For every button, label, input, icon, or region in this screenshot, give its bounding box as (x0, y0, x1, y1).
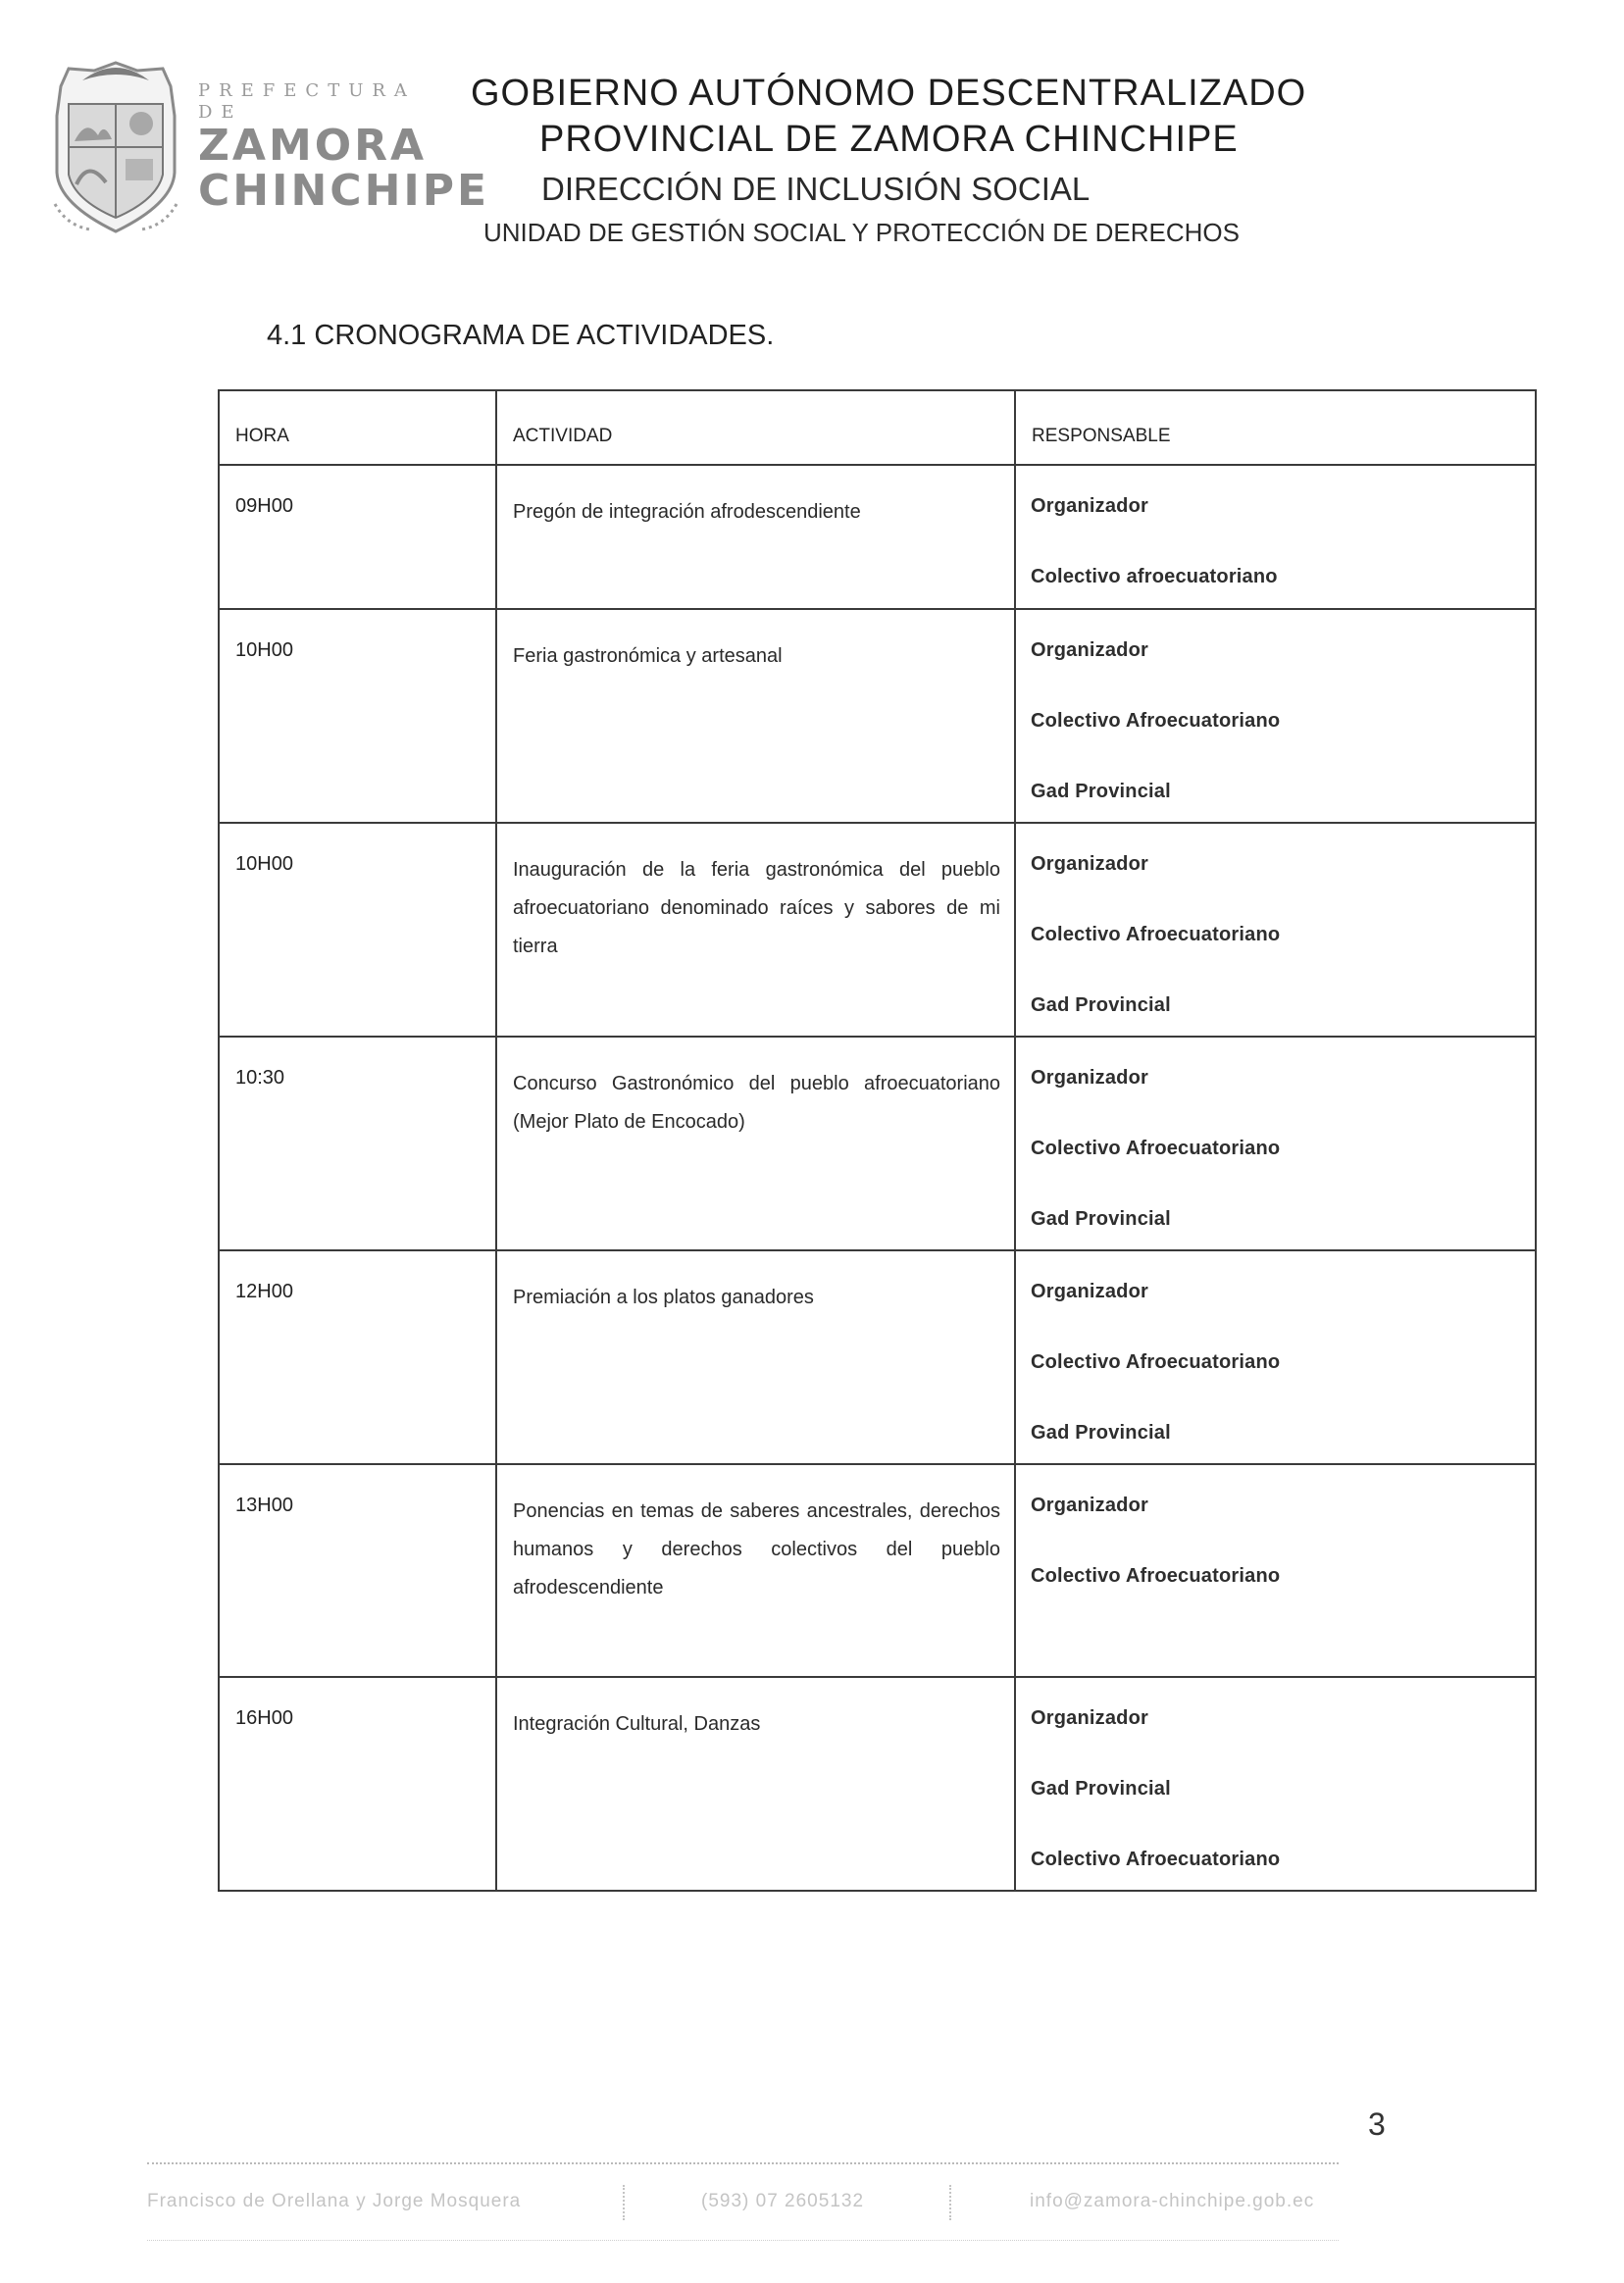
table-row (219, 1250, 1536, 1464)
cell-responsable (1015, 1464, 1536, 1677)
letterhead-line-3: DIRECCIÓN DE INCLUSIÓN SOCIAL (541, 171, 1091, 207)
responsable-item: Gad Provincial (1031, 1778, 1171, 1800)
responsable-item: Organizador (1031, 639, 1148, 661)
responsable-item: Colectivo Afroecuatoriano (1031, 1565, 1281, 1587)
header-actividad: ACTIVIDAD (496, 390, 1015, 465)
cell-actividad: Ponencias en temas de saberes ancestrales, derechos humanos y derechos colectivos del pueblo afrodescendiente (496, 1464, 1015, 1677)
footer-email: info@zamora-chinchipe.gob.ec (1030, 2191, 1315, 2211)
table-row (219, 1464, 1536, 1677)
cell-responsable (1015, 1037, 1536, 1250)
logo-prefix: PREFECTURA DE (198, 80, 416, 123)
cell-actividad: Feria gastronómica y artesanal (496, 609, 1015, 823)
responsable-item: Organizador (1031, 1067, 1148, 1089)
prefectura-wordmark-logo (198, 80, 490, 216)
cell-actividad: Inauguración de la feria gastronómica del pueblo afroecuatoriano denominado raíces y sabores de mi tierra (496, 823, 1015, 1037)
section-title: 4.1 CRONOGRAMA DE ACTIVIDADES. (267, 320, 775, 351)
table-row (219, 1677, 1536, 1891)
cell-responsable (1015, 823, 1536, 1037)
responsable-item: Colectivo Afroecuatoriano (1031, 924, 1281, 945)
cell-hora: 13H00 (219, 1464, 496, 1677)
responsable-item: Colectivo Afroecuatoriano (1031, 1849, 1281, 1870)
responsable-item: Colectivo Afroecuatoriano (1031, 1351, 1281, 1373)
table-row (219, 465, 1536, 609)
table-row (219, 609, 1536, 823)
schedule-table (218, 389, 1537, 1892)
cell-hora: 16H00 (219, 1677, 496, 1891)
responsable-item: Organizador (1031, 1707, 1148, 1729)
responsable-item: Organizador (1031, 1495, 1148, 1516)
cell-hora: 10H00 (219, 609, 496, 823)
page-number: 3 (1368, 2106, 1386, 2142)
cell-responsable (1015, 609, 1536, 823)
cell-actividad: Premiación a los platos ganadores (496, 1250, 1015, 1464)
cell-hora: 12H00 (219, 1250, 496, 1464)
footer-phone: (593) 07 2605132 (701, 2191, 865, 2211)
cell-actividad: Pregón de integración afrodescendiente (496, 465, 1015, 609)
table-row (219, 1037, 1536, 1250)
responsable-item: Organizador (1031, 1281, 1148, 1302)
footer-separator (623, 2185, 625, 2220)
responsable-item: Gad Provincial (1031, 1422, 1171, 1444)
logo-line-1: ZAMORA (198, 121, 428, 171)
responsable-item: Colectivo afroecuatoriano (1031, 566, 1278, 587)
letterhead-line-2: PROVINCIAL DE ZAMORA CHINCHIPE (539, 119, 1239, 160)
footer (147, 2191, 1353, 2220)
responsable-item: Gad Provincial (1031, 781, 1171, 802)
cell-responsable (1015, 1677, 1536, 1891)
footer-address: Francisco de Orellana y Jorge Mosquera (147, 2191, 522, 2211)
footer-separator (949, 2185, 951, 2220)
prefectura-crest-logo (47, 57, 184, 238)
responsable-item: Organizador (1031, 495, 1148, 517)
cell-hora: 10:30 (219, 1037, 496, 1250)
footer-divider (147, 2162, 1339, 2164)
table-header-row (219, 390, 1536, 465)
responsable-item: Gad Provincial (1031, 994, 1171, 1016)
letterhead-line-1: GOBIERNO AUTÓNOMO DESCENTRALIZADO (471, 73, 1307, 114)
cell-responsable (1015, 465, 1536, 609)
cell-hora: 10H00 (219, 823, 496, 1037)
cell-hora: 09H00 (219, 465, 496, 609)
footer-divider-bottom (147, 2240, 1339, 2241)
responsable-item: Gad Provincial (1031, 1208, 1171, 1230)
table-row (219, 823, 1536, 1037)
logo-line-2: CHINCHIPE (198, 166, 490, 216)
header-responsable: RESPONSABLE (1015, 390, 1536, 465)
responsable-item: Colectivo Afroecuatoriano (1031, 1138, 1281, 1159)
cell-actividad: Concurso Gastronómico del pueblo afroecuatoriano (Mejor Plato de Encocado) (496, 1037, 1015, 1250)
letterhead-line-4: UNIDAD DE GESTIÓN SOCIAL Y PROTECCIÓN DE DERECHOS (483, 218, 1240, 247)
table-body (219, 465, 1536, 1891)
cell-responsable (1015, 1250, 1536, 1464)
cell-actividad: Integración Cultural, Danzas (496, 1677, 1015, 1891)
responsable-item: Colectivo Afroecuatoriano (1031, 710, 1281, 732)
responsable-item: Organizador (1031, 853, 1148, 875)
header-hora: HORA (219, 390, 496, 465)
